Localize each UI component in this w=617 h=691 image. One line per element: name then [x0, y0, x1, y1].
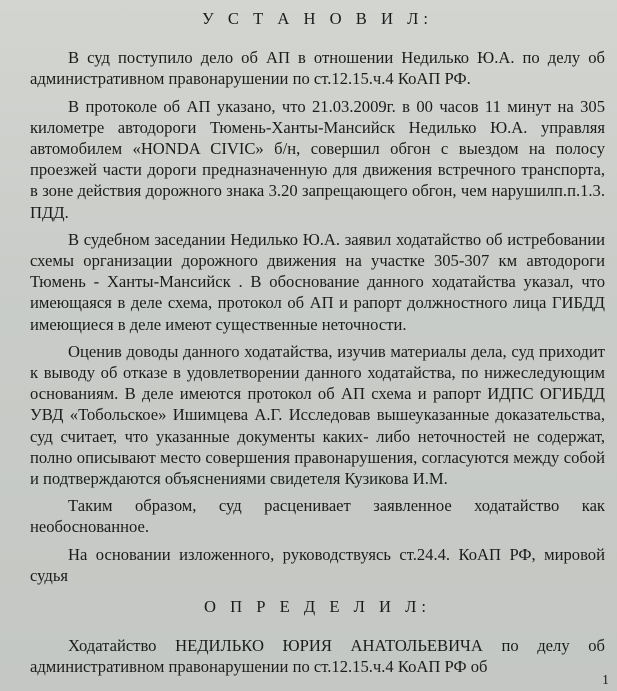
paragraph-case-received: В суд поступило дело об АП в отношении Недилько Ю.А. по делу об административном правонарушении по ст.12.15.ч.4 КоАП РФ.: [30, 48, 605, 89]
paragraph-conclusion: Таким образом, суд расценивает заявленное ходатайство как необоснованное.: [30, 496, 605, 537]
paragraph-basis: На основании изложенного, руководствуясь ст.24.4. КоАП РФ, мировой судья: [30, 544, 605, 585]
paragraph-evaluation: Оценив доводы данного ходатайства, изучив материалы дела, суд приходит к выводу об отказе в удовлетворении данного ходатайства, по нижеследующим основаниям. В деле имеются протокол об АП схема и рапорт ИДПС ОГИБДД УВД «Тобольское» Ишимцева А.Г. Исследовав вышеуказанные доказательства, суд считает, что указанные документы каких- либо неточностей не содержат, полно описывают место совершения правонарушения, согласуются между собой и подтверждаются объяснениями свидетеля Кузикова И.М.: [30, 341, 605, 489]
heading-established: У С Т А Н О В И Л:: [201, 9, 433, 28]
page-number: 1: [602, 672, 609, 688]
paragraph-motion: В судебном заседании Недилько Ю.А. заявил ходатайство об истребовании схемы организации дорожного движения на участке 305-307 км автодороги Тюмень - Ханты-Мансийск . В обоснование данного ходатайства указал, что имеющаяся в деле схема, протокол об АП и рапорт должностного лица ГИБДД имеющиеся в деле имеют существенные неточности.: [30, 229, 605, 334]
paragraph-protocol: В протоколе об АП указано, что 21.03.2009г. в 00 часов 11 минут на 305 километре автодороги Тюмень-Ханты-Мансийск Недилько Ю.А. управляя автомобилем «HONDA CIVIC» б/н, совершил обгон с выездом на полосу проезжей части дороги предназначенную для движения встречного транспорта, в зоне действия дорожного знака 3.20 запрещающего обгон, чем нарушилп.п.1.3. ПДД.: [30, 96, 605, 222]
heading-determined: О П Р Е Д Е Л И Л:: [203, 597, 432, 617]
paragraph-decision: Ходатайство НЕДИЛЬКО ЮРИЯ АНАТОЛЬЕВИЧА по делу об административном правонарушении по ст.12.15.ч.4 КоАП РФ об: [30, 636, 605, 677]
